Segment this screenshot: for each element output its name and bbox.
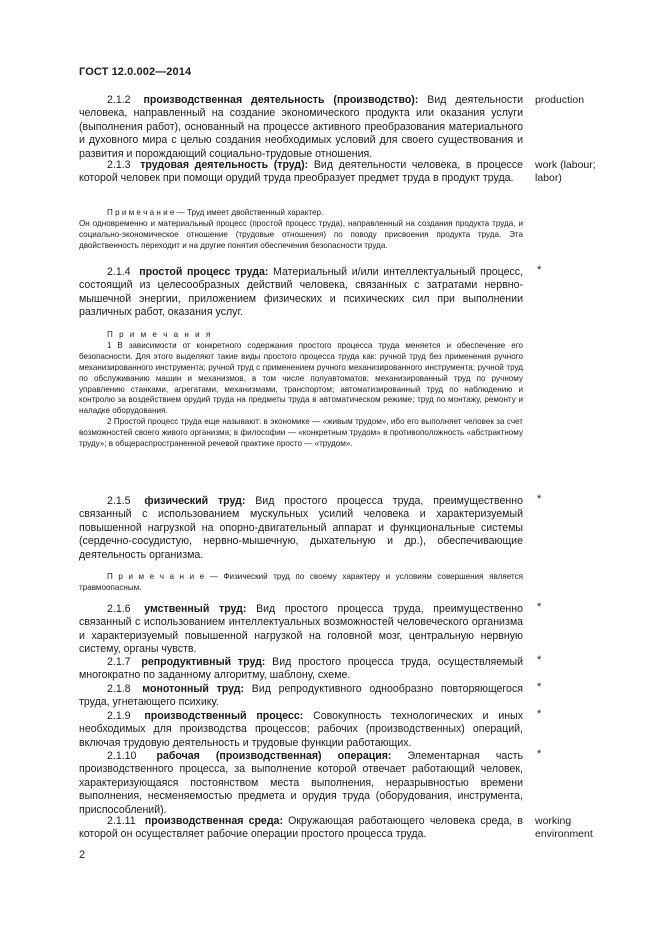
term-name: производственная деятельность (производство): [143, 94, 419, 106]
term-2-1-2 [79, 94, 523, 161]
term-equivalent: production [535, 94, 585, 106]
term-equivalent: * [537, 264, 542, 276]
term-name: репродуктивный труд: [141, 656, 266, 668]
term-name: рабочая (производственная) операция: [156, 750, 392, 762]
term-definition: Вид простого процесса труда, осуществляемый многократно по заданному алгоритму, шаблону, схеме. [79, 656, 523, 682]
document-header: ГОСТ 12.0.002—2014 [79, 66, 192, 78]
note-heading: П р и м е ч а н и е — [107, 208, 185, 217]
term-2-1-7 [79, 656, 523, 683]
term-number: 2.1.9 [107, 710, 131, 722]
notes-heading: П р и м е ч а н и я [107, 330, 213, 339]
term-number: 2.1.3 [107, 159, 131, 171]
note-text: Труд имеет двойственный характер. [186, 208, 324, 217]
term-name: производственная среда: [144, 815, 283, 827]
term-2-1-9 [79, 710, 523, 750]
term-2-1-10 [79, 750, 523, 817]
term-number: 2.1.5 [107, 495, 131, 507]
term-equivalent: * [537, 681, 542, 693]
term-definition: Вид репродуктивного однообразно повторяющегося труда, угнетающего психику. [79, 683, 523, 709]
term-definition: Материальный и/или интеллектуальный процесс, состоящий из целесообразных действий человека, связанных с затратами нервно-мышечной энергии, приложением физических и психических сил при выполнении различных работ, оказания услуг. [79, 266, 523, 319]
term-2-1-6 [79, 603, 523, 657]
term-definition: Окружающая работающего человека среда, в которой он осуществляет рабочие операции простого процесса труда. [79, 815, 523, 841]
term-2-1-8 [79, 683, 523, 710]
term-definition: Совокупность технологических и иных необходимых для производства процессов; рабочих (производственных) операций, включая трудовую деятельность и трудовые функции работающих. [79, 710, 523, 749]
term-name: простой процесс труда: [139, 266, 269, 278]
note-body: Он одновременно и материальный процесс (простой процесс труда), направленный на создания продукта труда, и социально-экономическое отношение (трудовые отношения) по поводу присвоения продукта труда. Эта двойственность переходит и на другие понятия обеспечения безопасности труда. [79, 218, 523, 250]
page-number: 2 [79, 849, 86, 861]
term-equivalent: * [537, 654, 542, 666]
term-definition: Вид простого процесса труда, преимущественно связанный с использованием мускульных усилий человека и характеризуемый повышенной нагрузкой на опорно-двигательный аппарат и функциональные системы (сердечно-сосудистую, нервно-мышечную, дыхательную и др.), обеспечивающие деятельность организма. [79, 495, 523, 561]
note-2-1-5 [79, 572, 523, 594]
term-equivalent: working environment [535, 815, 593, 840]
term-name: физический труд: [144, 495, 246, 507]
term-definition: Вид деятельности человека, в процессе которой человек при помощи орудий труда преобразует предмет труда в продукт труда. [79, 159, 524, 185]
term-2-1-5 [79, 495, 523, 562]
note-2-1-3 [79, 208, 523, 252]
note-heading: П р и м е ч а н и е — [107, 572, 218, 581]
term-equivalent: * [537, 601, 542, 613]
term-name: трудовая деятельность (труд): [140, 159, 309, 171]
term-equivalent: * [537, 748, 542, 760]
term-number: 2.1.8 [107, 683, 131, 695]
term-2-1-3 [79, 159, 523, 186]
term-name: производственный процесс: [144, 710, 304, 722]
term-number: 2.1.4 [107, 266, 131, 278]
note-text: Физический труд по своему характеру и условиям совершения является травмоопасным. [79, 572, 523, 592]
notes-2-1-4 [79, 330, 523, 450]
term-definition: Вид простого процесса труда, преимущественно связанный с использованием интеллектуальных возможностей человеческого организма и характеризуемый повышенной нагрузкой на головной мозг, центральную нервную систему, органы чувств. [79, 603, 523, 656]
note-paragraph-1: 1 В зависимости от конкретного содержания простого процесса труда меняется и обеспечение его безопасности. Для этого выделяют такие виды простого процесса труда как: ручной труд без применения ручного механизированного инструмента; ручной труд с применением ручного механизированного инструмента; ручной труд по обслуживанию машин и механизмов, в том числе полуавтоматов; механизированный труд по ручному управлению станками, агрегатами, механизмами, транспортом; автоматизированный труд по наблюдению и контролю за воздействием орудий труда на предметы труда в автоматическом режиме; труд по монтажу, ремонту и наладке оборудования. [79, 340, 523, 416]
term-number: 2.1.2 [107, 94, 131, 106]
term-name: умственный труд: [144, 603, 247, 615]
term-number: 2.1.6 [107, 603, 131, 615]
term-equivalent: * [537, 493, 542, 505]
term-2-1-4 [79, 266, 523, 320]
term-number: 2.1.11 [107, 815, 136, 827]
note-paragraph-2: 2 Простой процесс труда еще называют: в экономике — «живым трудом», ибо его выполняет человек за счет возможностей своего живого организма; в философии — «конкретным трудом» в противоположность «абстрактному труду»; в общераспространенной речевой практике просто — «трудом». [79, 417, 523, 449]
term-definition: Вид деятельности человека, направленный на создание экономического продукта или оказания услуги (выполнения работ), основанный на процессе активного преобразования материального и духовного мира с целью создания необходимых условий для своего существования и развития и порождающий социально-трудовые отношения. [79, 94, 523, 160]
term-equivalent: work (labour; labor) [535, 159, 596, 184]
term-2-1-11 [79, 815, 523, 842]
term-definition: Элементарная часть производственного процесса, за выполнение которой отвечает работающий человек, характеризующаяся постоянством места выполнения, неразрывностью времени выполнения, несменяемостью предмета и орудия труда (оборудования, инструмента, приспособлений). [79, 750, 523, 816]
term-number: 2.1.10 [107, 750, 137, 762]
term-equivalent: * [537, 708, 542, 720]
term-name: монотонный труд: [142, 683, 245, 695]
term-number: 2.1.7 [107, 656, 131, 668]
